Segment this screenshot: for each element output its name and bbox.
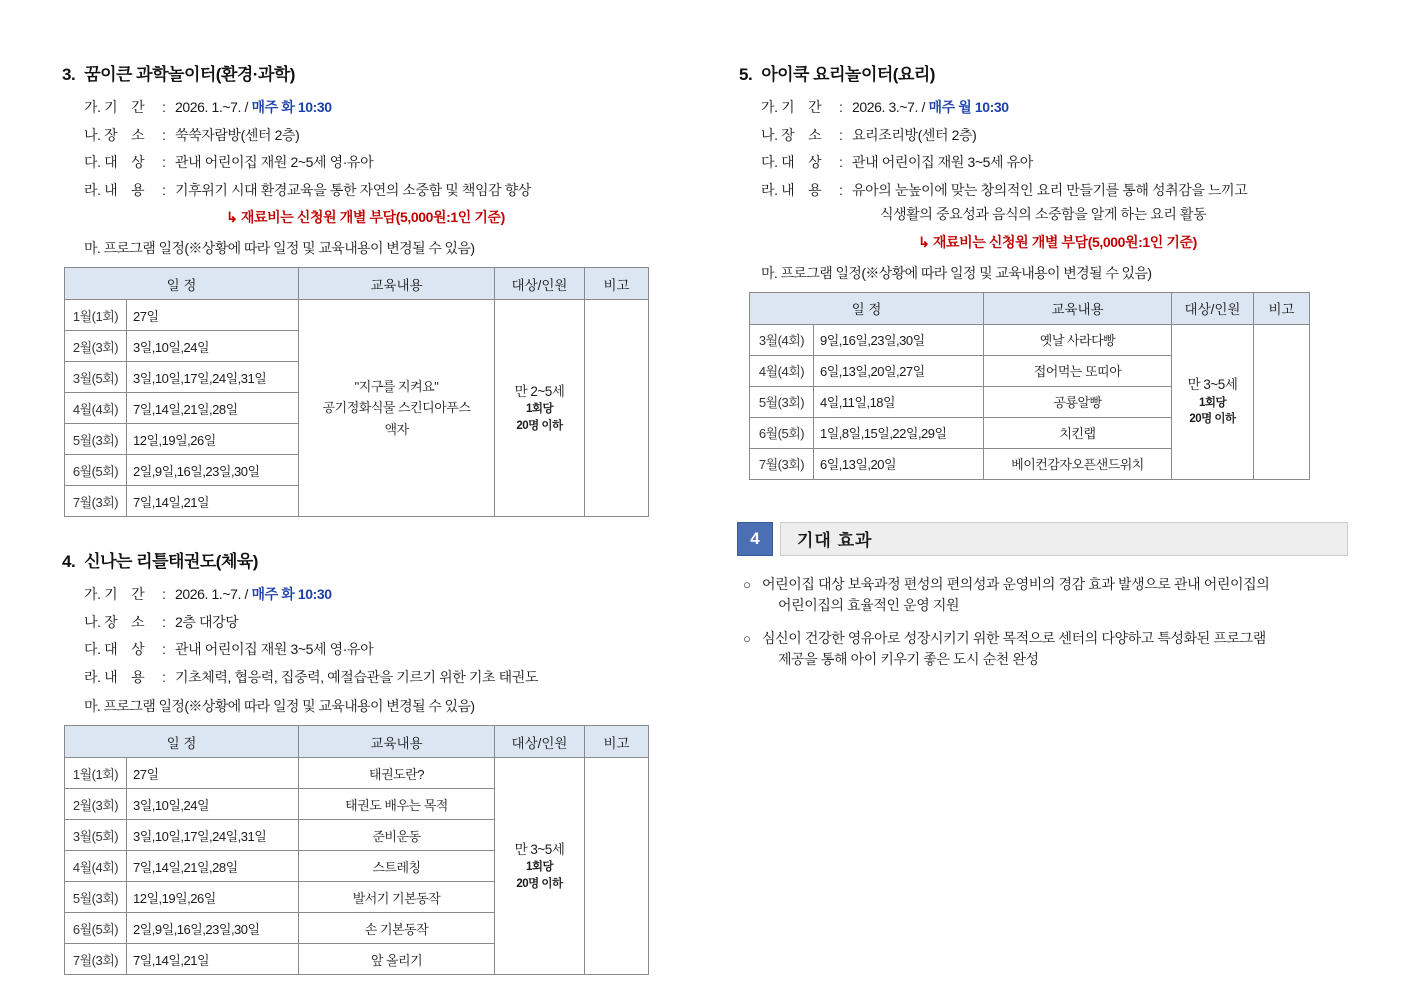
cell-note-merged xyxy=(585,300,649,517)
program-5-number: 5. xyxy=(739,65,753,84)
detail-emphasis: 매주 월 10:30 xyxy=(928,99,1009,115)
column-header-schedule: 일 정 xyxy=(65,268,299,300)
program-5-name: 아이쿡 요리놀이터(요리) xyxy=(761,65,935,84)
list-item xyxy=(743,628,1348,670)
detail-row xyxy=(761,182,1348,224)
detail-label: 나. 장 소 xyxy=(761,126,822,143)
detail-text-continued: 식생활의 중요성과 음식의 소중함을 알게 하는 요리 활동 xyxy=(880,206,1207,222)
cell-content-merged xyxy=(299,300,495,517)
content-line: "지구를 지켜요" xyxy=(354,378,439,394)
cell-content: 베이컨감자오픈샌드위치 xyxy=(984,448,1172,479)
cell-note-merged xyxy=(585,758,649,975)
cell-content: 준비운동 xyxy=(299,820,495,851)
detail-value xyxy=(175,586,671,604)
table-row xyxy=(750,324,1310,355)
detail-value: 기후위기 시대 환경교육을 통한 자연의 소중함 및 책임감 향상 xyxy=(175,181,532,198)
program-4-number: 4. xyxy=(62,552,76,571)
cell-dates: 6일,13일,20일,27일 xyxy=(814,355,984,386)
program-section-5 xyxy=(737,60,1348,480)
detail-value: 기초체력, 협응력, 집중력, 예절습관을 기르기 위한 기초 태권도 xyxy=(175,668,538,685)
detail-colon: : xyxy=(162,181,166,198)
detail-label: 나. 장 소 xyxy=(84,126,145,143)
cell-dates: 6일,13일,20일 xyxy=(814,448,984,479)
cell-dates: 7일,14일,21일 xyxy=(127,944,299,975)
detail-label: 나. 장 소 xyxy=(84,613,145,630)
cell-content: 앞 올리기 xyxy=(299,944,495,975)
detail-text: 2026. 1.~7. / xyxy=(175,99,252,115)
cell-month: 6월(5회) xyxy=(65,455,127,486)
program-4-schedule-note: 마. 프로그램 일정(※상황에 따라 일정 및 교육내용이 변경될 수 있음) xyxy=(84,698,475,714)
target-main: 만 3~5세 xyxy=(1187,377,1238,393)
program-4-title xyxy=(60,547,671,572)
table-header-row xyxy=(65,268,649,300)
program-3-details xyxy=(84,99,671,199)
target-sub1: 1회당 xyxy=(525,403,554,416)
cell-month: 6월(5회) xyxy=(65,913,127,944)
detail-label: 가. 기 간 xyxy=(84,586,145,602)
detail-emphasis: 매주 화 10:30 xyxy=(251,99,332,115)
detail-row xyxy=(84,614,671,632)
detail-row xyxy=(761,127,1348,145)
program-4-schedule-table xyxy=(64,725,649,975)
detail-row xyxy=(84,586,671,604)
program-5-schedule-table xyxy=(749,292,1310,480)
detail-value xyxy=(175,99,671,117)
detail-row xyxy=(84,154,671,172)
cell-month: 3월(5회) xyxy=(65,820,127,851)
cell-month: 6월(5회) xyxy=(750,417,814,448)
cell-month: 1월(1회) xyxy=(65,300,127,331)
cell-month: 5월(3회) xyxy=(65,882,127,913)
cell-dates: 12일,19일,26일 xyxy=(127,882,299,913)
cell-month: 2월(3회) xyxy=(65,789,127,820)
cell-month: 7월(3회) xyxy=(65,486,127,517)
program-3-number: 3. xyxy=(62,65,76,84)
detail-colon: : xyxy=(839,181,843,198)
column-header-target: 대상/인원 xyxy=(1172,292,1254,324)
table-row xyxy=(65,758,649,789)
program-5-title xyxy=(737,60,1348,85)
cell-content: 태권도란? xyxy=(299,758,495,789)
detail-label: 다. 대 상 xyxy=(84,154,145,170)
detail-colon: : xyxy=(162,154,166,170)
detail-colon: : xyxy=(839,154,843,170)
detail-label: 다. 대 상 xyxy=(761,154,822,170)
program-3-schedule-table xyxy=(64,267,649,517)
left-column xyxy=(60,60,671,968)
target-sub2: 20명 이하 xyxy=(516,419,563,432)
cell-month: 2월(3회) xyxy=(65,331,127,362)
cell-dates: 3일,10일,17일,24일,31일 xyxy=(127,362,299,393)
detail-colon: : xyxy=(162,613,166,630)
right-column xyxy=(737,60,1348,952)
cell-month: 4월(4회) xyxy=(750,355,814,386)
target-sub1: 1회당 xyxy=(525,861,554,874)
column-header-content: 교육내용 xyxy=(299,268,495,300)
cell-dates: 12일,19일,26일 xyxy=(127,424,299,455)
detail-row xyxy=(84,182,671,200)
section-number-badge: 4 xyxy=(737,522,773,556)
program-3-schedule-note: 마. 프로그램 일정(※상황에 따라 일정 및 교육내용이 변경될 수 있음) xyxy=(84,240,475,256)
detail-text: 2026. 1.~7. / xyxy=(175,586,252,602)
detail-value: 쑥쑥자람방(센터 2층) xyxy=(175,126,300,143)
detail-colon: : xyxy=(162,586,166,602)
expected-effect-header xyxy=(737,522,1348,556)
program-3-title xyxy=(60,60,671,85)
target-main: 만 3~5세 xyxy=(514,841,565,857)
expected-effect-list xyxy=(743,574,1348,670)
list-item-line2: 제공을 통해 아이 키우기 좋은 도시 순천 완성 xyxy=(778,650,1039,667)
detail-value: 관내 어린이집 재원 3~5세 영·유아 xyxy=(175,641,374,657)
column-header-content: 교육내용 xyxy=(299,726,495,758)
detail-colon: : xyxy=(839,126,843,143)
program-5-fee-note: ↳ 재료비는 신청원 개별 부담(5,000원:1인 기준) xyxy=(918,233,1197,250)
list-item-line2: 어린이집의 효율적인 운영 지원 xyxy=(778,596,960,613)
cell-content: 접어먹는 또띠아 xyxy=(984,355,1172,386)
detail-value: 요리조리방(센터 2층) xyxy=(852,126,977,143)
program-5-schedule-note: 마. 프로그램 일정(※상황에 따라 일정 및 교육내용이 변경될 수 있음) xyxy=(761,264,1152,281)
target-sub2: 20명 이하 xyxy=(1189,413,1236,426)
detail-colon: : xyxy=(162,641,166,657)
cell-dates: 4일,11일,18일 xyxy=(814,386,984,417)
content-line: 액자 xyxy=(384,421,409,437)
cell-target-merged xyxy=(495,300,585,517)
detail-value: 관내 어린이집 재원 3~5세 유아 xyxy=(852,154,1033,170)
cell-dates: 7일,14일,21일,28일 xyxy=(127,393,299,424)
detail-row xyxy=(761,99,1348,117)
detail-value: 관내 어린이집 재원 2~5세 영·유아 xyxy=(175,154,374,170)
cell-content: 손 기본동작 xyxy=(299,913,495,944)
cell-content: 공룡알빵 xyxy=(984,386,1172,417)
detail-value: 2층 대강당 xyxy=(175,613,239,630)
program-3-fee-note: ↳ 재료비는 신청원 개별 부담(5,000원:1인 기준) xyxy=(226,209,505,225)
detail-emphasis: 매주 화 10:30 xyxy=(251,586,332,602)
column-header-note: 비고 xyxy=(585,268,649,300)
detail-row xyxy=(84,99,671,117)
content-line: 공기정화식물 스킨디아푸스 xyxy=(322,400,471,416)
table-header-row xyxy=(750,292,1310,324)
cell-dates: 2일,9일,16일,23일,30일 xyxy=(127,455,299,486)
cell-dates: 3일,10일,24일 xyxy=(127,789,299,820)
column-header-target: 대상/인원 xyxy=(495,268,585,300)
program-4-name: 신나는 리틀태권도(체육) xyxy=(84,552,258,571)
cell-month: 4월(4회) xyxy=(65,393,127,424)
cell-month: 5월(3회) xyxy=(65,424,127,455)
cell-content: 스트레칭 xyxy=(299,851,495,882)
cell-dates: 9일,16일,23일,30일 xyxy=(814,324,984,355)
table-row xyxy=(65,300,649,331)
cell-dates: 7일,14일,21일,28일 xyxy=(127,851,299,882)
target-main: 만 2~5세 xyxy=(514,383,565,399)
detail-label: 가. 기 간 xyxy=(84,99,145,115)
cell-month: 4월(4회) xyxy=(65,851,127,882)
target-sub2: 20명 이하 xyxy=(516,877,563,890)
cell-month: 7월(3회) xyxy=(750,448,814,479)
column-header-content: 교육내용 xyxy=(984,292,1172,324)
detail-text: 유아의 눈높이에 맞는 창의적인 요리 만들기를 통해 성취감을 느끼고 xyxy=(852,181,1248,198)
column-header-target: 대상/인원 xyxy=(495,726,585,758)
column-header-schedule: 일 정 xyxy=(750,292,984,324)
list-item-text xyxy=(762,574,1348,616)
list-item-line1: 어린이집 대상 보육과정 편성의 편의성과 운영비의 경감 효과 발생으로 관내 어린이집의 xyxy=(762,575,1270,592)
cell-dates: 27일 xyxy=(127,300,299,331)
cell-note-merged xyxy=(1254,324,1310,479)
expected-effect-section xyxy=(737,522,1348,670)
cell-target-merged xyxy=(495,758,585,975)
cell-dates: 2일,9일,16일,23일,30일 xyxy=(127,913,299,944)
detail-row xyxy=(84,641,671,659)
section-title: 기대 효과 xyxy=(780,522,1348,556)
cell-content: 치킨랩 xyxy=(984,417,1172,448)
column-header-note: 비고 xyxy=(1254,292,1310,324)
cell-month: 7월(3회) xyxy=(65,944,127,975)
cell-content: 태권도 배우는 목적 xyxy=(299,789,495,820)
table-header-row xyxy=(65,726,649,758)
cell-dates: 27일 xyxy=(127,758,299,789)
detail-label: 라. 내 용 xyxy=(84,668,145,685)
bullet-icon: ○ xyxy=(743,630,751,646)
detail-colon: : xyxy=(162,126,166,143)
cell-dates: 7일,14일,21일 xyxy=(127,486,299,517)
cell-dates: 3일,10일,17일,24일,31일 xyxy=(127,820,299,851)
list-item xyxy=(743,574,1348,616)
detail-label: 다. 대 상 xyxy=(84,641,145,657)
detail-label: 라. 내 용 xyxy=(761,181,822,198)
program-4-details xyxy=(84,586,671,686)
cell-month: 1월(1회) xyxy=(65,758,127,789)
program-section-3 xyxy=(60,60,671,517)
detail-label: 가. 기 간 xyxy=(761,99,822,115)
program-section-4 xyxy=(60,547,671,975)
detail-row xyxy=(761,154,1348,172)
cell-dates: 1일,8일,15일,22일,29일 xyxy=(814,417,984,448)
cell-content: 옛날 사라다빵 xyxy=(984,324,1172,355)
program-3-name: 꿈이큰 과학놀이터(환경·과학) xyxy=(84,65,295,84)
detail-colon: : xyxy=(839,99,843,115)
cell-month: 5월(3회) xyxy=(750,386,814,417)
detail-row xyxy=(84,127,671,145)
detail-value xyxy=(852,99,1348,117)
detail-colon: : xyxy=(162,99,166,115)
target-sub1: 1회당 xyxy=(1198,396,1227,409)
column-header-note: 비고 xyxy=(585,726,649,758)
detail-label: 라. 내 용 xyxy=(84,181,145,198)
cell-dates: 3일,10일,24일 xyxy=(127,331,299,362)
list-item-text xyxy=(762,628,1348,670)
cell-content: 발서기 기본동작 xyxy=(299,882,495,913)
column-header-schedule: 일 정 xyxy=(65,726,299,758)
program-5-details xyxy=(761,99,1348,224)
detail-row xyxy=(84,669,671,687)
bullet-icon: ○ xyxy=(743,576,751,592)
cell-target-merged xyxy=(1172,324,1254,479)
detail-value xyxy=(852,182,1348,224)
list-item-line1: 심신이 건강한 영유아로 성장시키기 위한 목적으로 센터의 다양하고 특성화된 프로그램 xyxy=(762,629,1266,646)
cell-month: 3월(5회) xyxy=(65,362,127,393)
detail-text: 2026. 3.~7. / xyxy=(852,99,929,115)
cell-month: 3월(4회) xyxy=(750,324,814,355)
detail-colon: : xyxy=(162,668,166,685)
